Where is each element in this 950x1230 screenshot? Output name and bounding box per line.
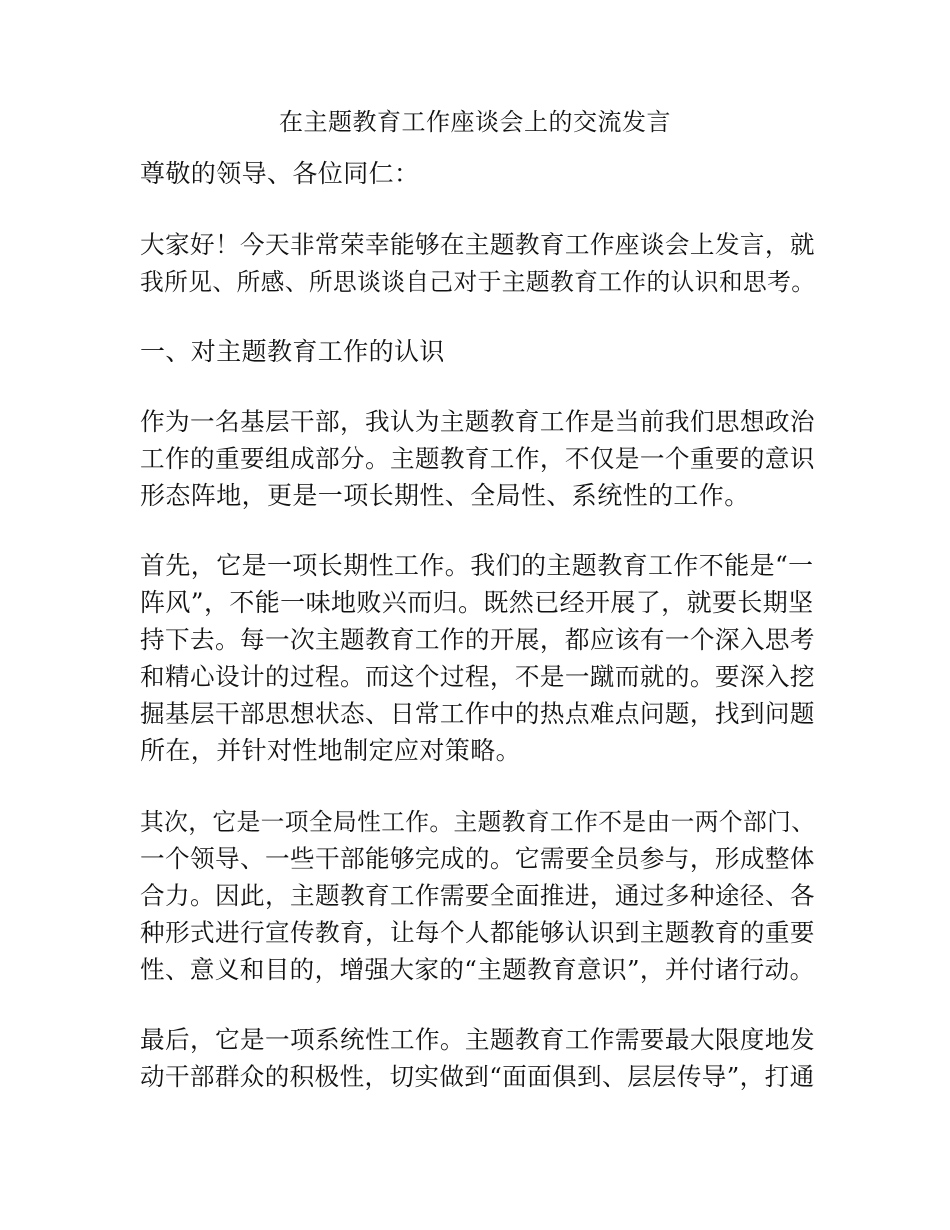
- section-heading: 一、对主题教育工作的认识: [140, 337, 445, 366]
- paragraph-line: 和精心设计的过程。而这个过程，不是一蹴而就的。要深入挖: [140, 662, 815, 691]
- paragraph-line: 所在，并针对性地制定应对策略。: [140, 736, 522, 765]
- paragraph-line: 持下去。每一次主题教育工作的开展，都应该有一个深入思考: [140, 625, 815, 654]
- document-title: 在主题教育工作座谈会上的交流发言: [279, 108, 671, 136]
- paragraph-line: 大家好！今天非常荣幸能够在主题教育工作座谈会上发言，就: [140, 230, 815, 259]
- paragraph-line: 合力。因此，主题教育工作需要全面推进，通过多种途径、各: [140, 881, 815, 910]
- paragraph-line: 阵风”，不能一味地败兴而归。既然已经开展了，就要长期坚: [140, 588, 814, 617]
- paragraph-line: 作为一名基层干部，我认为主题教育工作是当前我们思想政治: [140, 407, 815, 436]
- paragraph-line: 我所见、所感、所思谈谈自己对于主题教育工作的认识和思考。: [140, 268, 816, 296]
- paragraph-line: 一个领导、一些干部能够完成的。它需要全员参与，形成整体: [140, 844, 815, 873]
- paragraph-line: 其次，它是一项全局性工作。主题教育工作不是由一两个部门、: [140, 808, 816, 836]
- paragraph-line: 形态阵地，更是一项长期性、全局性、系统性的工作。: [140, 481, 750, 510]
- paragraph-line: 最后，它是一项系统性工作。主题教育工作需要最大限度地发: [140, 1025, 815, 1054]
- paragraph-line: 工作的重要组成部分。主题教育工作，不仅是一个重要的意识: [140, 444, 815, 473]
- paragraph-line: 掘基层干部思想状态、日常工作中的热点难点问题，找到问题: [140, 699, 815, 728]
- paragraph-line: 性、意义和目的，增强大家的“主题教育意识”，并付诸行动。: [140, 955, 815, 984]
- paragraph-line: 动干部群众的积极性，切实做到“面面俱到、层层传导”，打通: [140, 1062, 815, 1091]
- salutation: 尊敬的领导、各位同仁：: [140, 159, 420, 188]
- paragraph-line: 种形式进行宣传教育，让每个人都能够认识到主题教育的重要: [140, 918, 815, 947]
- paragraph-line: 首先，它是一项长期性工作。我们的主题教育工作不能是“一: [140, 551, 814, 580]
